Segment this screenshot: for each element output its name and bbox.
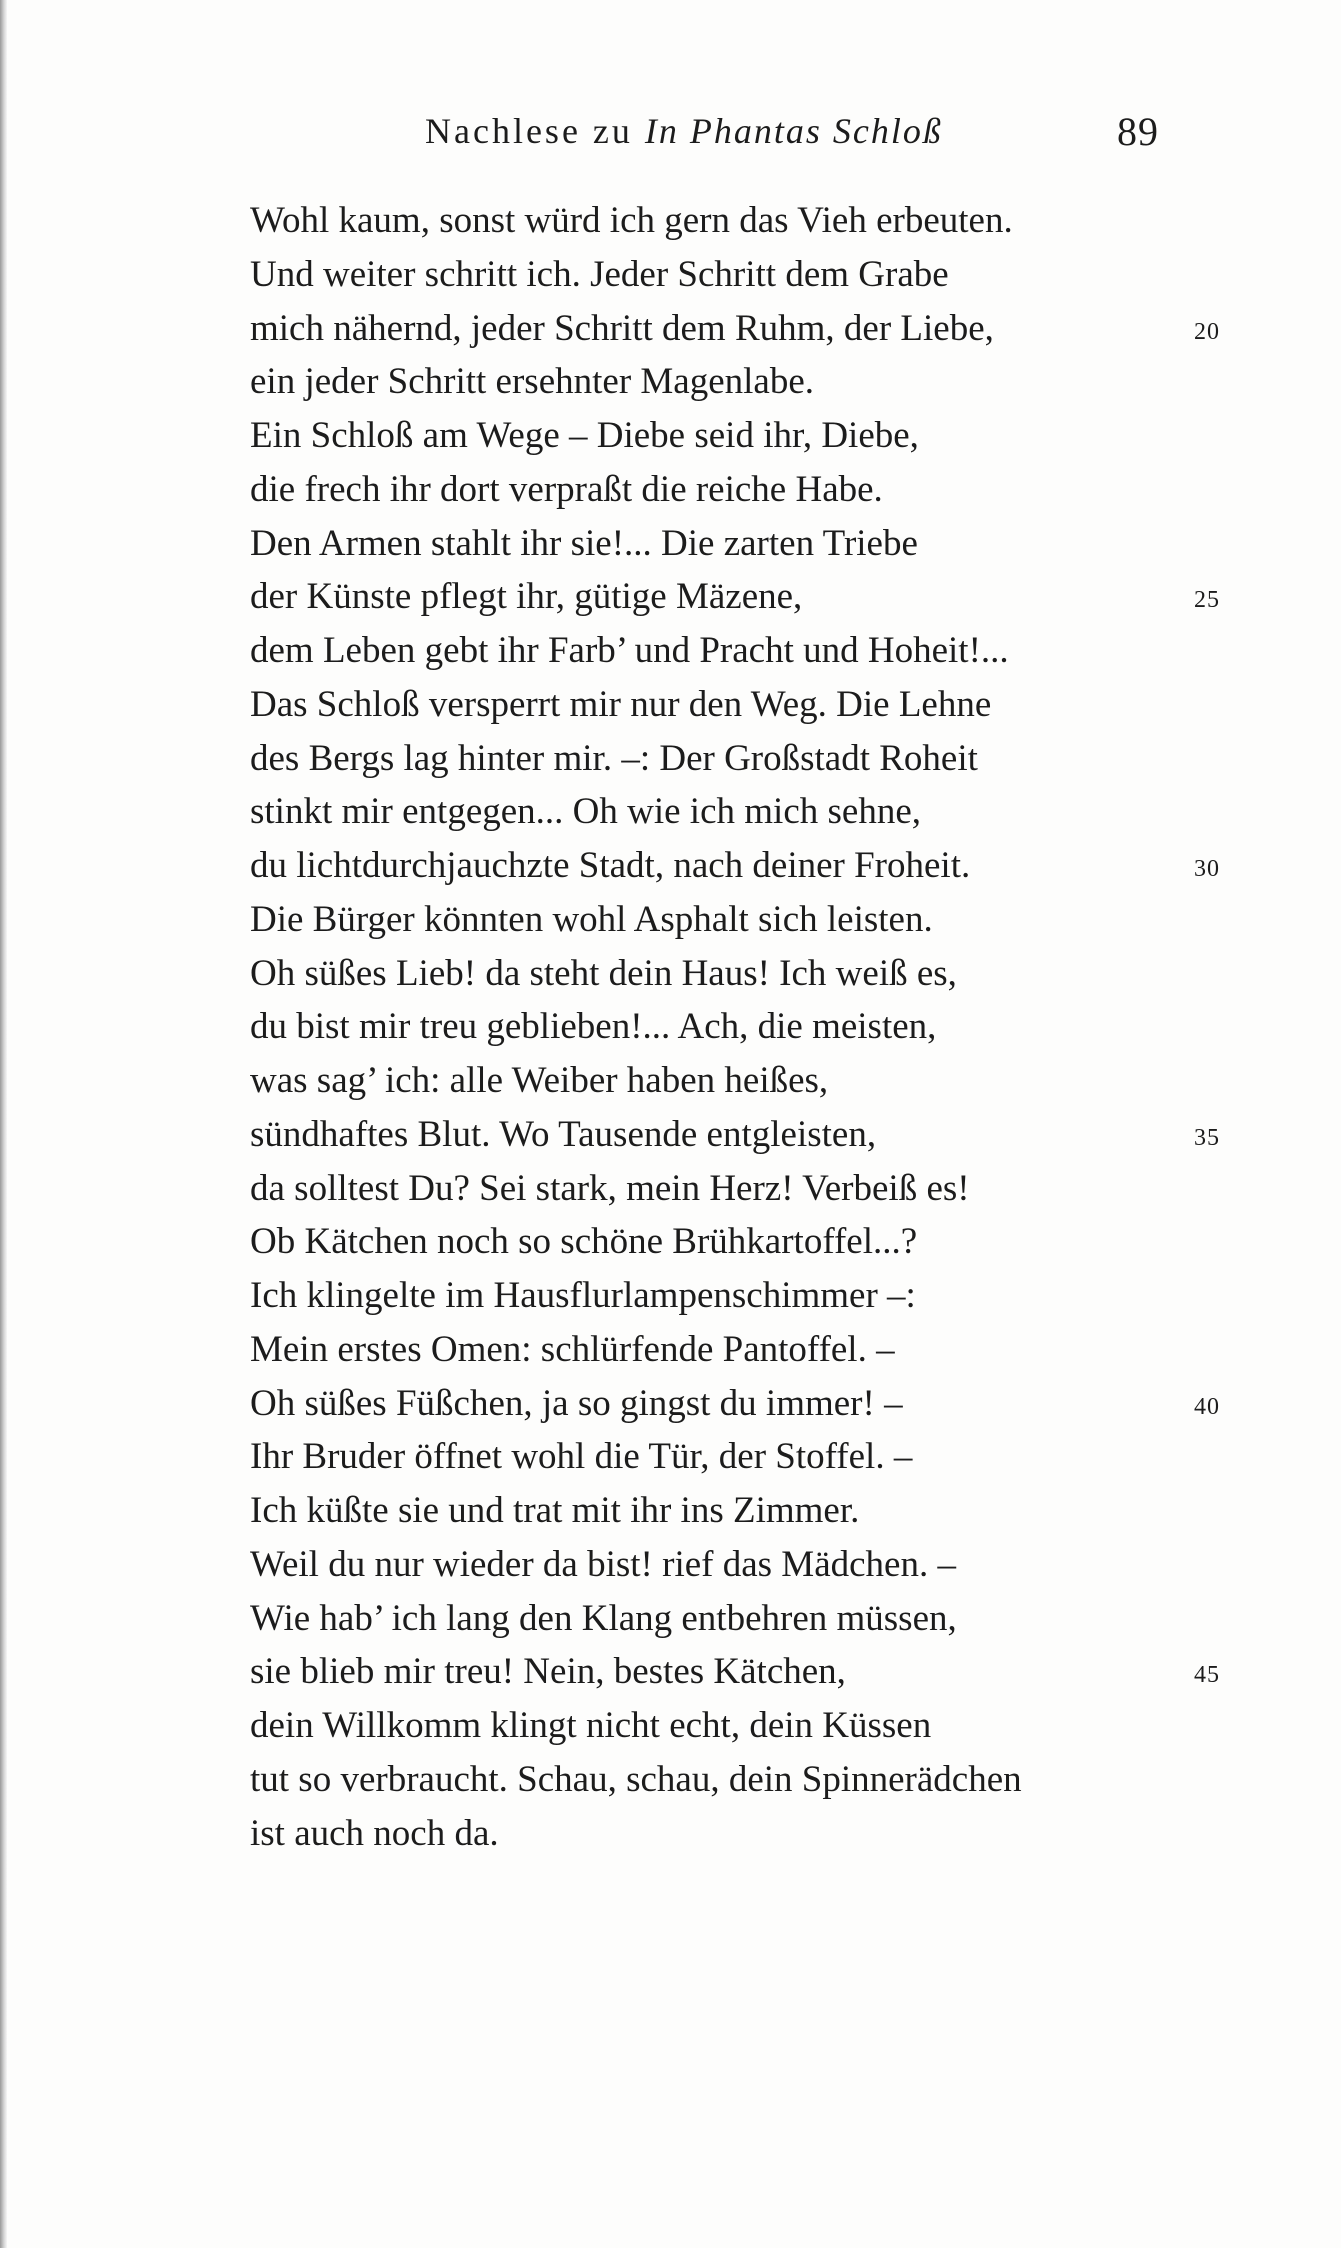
poem-line xyxy=(250,1162,1250,1216)
line-text: Weil du nur wieder da bist! rief das Mädchen. – xyxy=(250,1543,956,1585)
poem-line xyxy=(250,1430,1250,1484)
line-text: Wohl kaum, sonst würd ich gern das Vieh erbeuten. xyxy=(250,200,1013,241)
line-text: sie blieb mir treu! Nein, bestes Kätchen, xyxy=(250,1651,846,1693)
running-head-title: In Phantas Schloß xyxy=(644,111,943,151)
line-text: Und weiter schritt ich. Jeder Schritt dem Grabe xyxy=(250,253,949,295)
line-text: sündhaftes Blut. Wo Tausende entgleisten, xyxy=(250,1113,877,1155)
line-text: ein jeder Schritt ersehnter Magenlabe. xyxy=(250,361,815,403)
poem xyxy=(250,194,1250,1860)
poem-line xyxy=(250,463,1250,517)
line-text: was sag’ ich: alle Weiber haben heißes, xyxy=(250,1060,829,1101)
poem-line xyxy=(250,248,1250,302)
poem-line xyxy=(250,355,1250,409)
poem-line xyxy=(250,1753,1250,1807)
page-header xyxy=(0,110,1341,170)
poem-line xyxy=(250,947,1250,1001)
line-number: 25 xyxy=(1194,587,1220,614)
line-number: 40 xyxy=(1194,1393,1220,1420)
line-text: dem Leben gebt ihr Farb’ und Pracht und Hoheit!... xyxy=(250,630,1009,671)
poem-line xyxy=(250,1538,1250,1592)
running-head xyxy=(425,110,943,152)
line-text: ist auch noch da. xyxy=(250,1812,499,1854)
line-text: tut so verbraucht. Schau, schau, dein Spinnerädchen xyxy=(250,1758,1022,1800)
poem-line xyxy=(250,409,1250,463)
line-text: Den Armen stahlt ihr sie!... Die zarten Triebe xyxy=(250,522,918,564)
line-text: da solltest Du? Sei stark, mein Herz! Verbeiß es! xyxy=(250,1167,970,1209)
poem-line xyxy=(250,893,1250,947)
line-text: des Bergs lag hinter mir. –: Der Großstadt Roheit xyxy=(250,737,978,779)
line-text: der Künste pflegt ihr, gütige Mäzene, xyxy=(250,576,803,618)
line-text: dein Willkomm klingt nicht echt, dein Küssen xyxy=(250,1705,932,1746)
line-text: Die Bürger könnten wohl Asphalt sich leisten. xyxy=(250,898,933,940)
poem-line xyxy=(250,1645,1250,1699)
line-text: stinkt mir entgegen... Oh wie ich mich sehne, xyxy=(250,791,921,833)
poem-line xyxy=(250,1377,1250,1431)
poem-line xyxy=(250,1215,1250,1269)
page-number: 89 xyxy=(1117,109,1159,154)
line-text: du bist mir treu geblieben!... Ach, die meisten, xyxy=(250,1006,937,1048)
line-text: Ein Schloß am Wege – Diebe seid ihr, Diebe, xyxy=(250,415,919,456)
poem-line xyxy=(250,1000,1250,1054)
poem-line xyxy=(250,732,1250,786)
poem-line xyxy=(250,839,1250,893)
line-text: Oh süßes Füßchen, ja so gingst du immer! – xyxy=(250,1382,903,1424)
scan-edge xyxy=(0,0,7,2248)
poem-line xyxy=(250,785,1250,839)
poem-line xyxy=(250,517,1250,571)
line-text: Ob Kätchen noch so schöne Brühkartoffel...? xyxy=(250,1221,918,1263)
line-number: 20 xyxy=(1194,318,1220,345)
line-text: Ich klingelte im Hausflurlampenschimmer –: xyxy=(250,1275,916,1316)
poem-line xyxy=(250,1108,1250,1162)
line-text: Oh süßes Lieb! da steht dein Haus! Ich weiß es, xyxy=(250,952,957,994)
line-text: Mein erstes Omen: schlürfende Pantoffel. – xyxy=(250,1328,895,1370)
line-number: 45 xyxy=(1194,1662,1220,1689)
poem-line xyxy=(250,194,1250,248)
running-head-prefix: Nachlese zu xyxy=(425,111,645,151)
line-text: Wie hab’ ich lang den Klang entbehren müssen, xyxy=(250,1597,957,1639)
poem-line xyxy=(250,1323,1250,1377)
poem-line xyxy=(250,678,1250,732)
poem-line xyxy=(250,570,1250,624)
poem-line xyxy=(250,1054,1250,1108)
line-text: Das Schloß versperrt mir nur den Weg. Die Lehne xyxy=(250,683,992,725)
line-text: die frech ihr dort verpraßt die reiche Habe. xyxy=(250,468,883,510)
poem-line xyxy=(250,1699,1250,1753)
poem-line xyxy=(250,624,1250,678)
line-number: 35 xyxy=(1194,1124,1220,1151)
line-text: du lichtdurchjauchzte Stadt, nach deiner Froheit. xyxy=(250,845,971,886)
line-text: mich nähernd, jeder Schritt dem Ruhm, der Liebe, xyxy=(250,307,994,349)
poem-line xyxy=(250,1269,1250,1323)
line-text: Ich küßte sie und trat mit ihr ins Zimmer. xyxy=(250,1490,860,1531)
line-number: 30 xyxy=(1194,856,1220,882)
poem-line xyxy=(250,1807,1250,1861)
poem-line xyxy=(250,1484,1250,1538)
poem-line xyxy=(250,1592,1250,1646)
poem-line xyxy=(250,302,1250,356)
line-text: Ihr Bruder öffnet wohl die Tür, der Stoffel. – xyxy=(250,1436,913,1478)
